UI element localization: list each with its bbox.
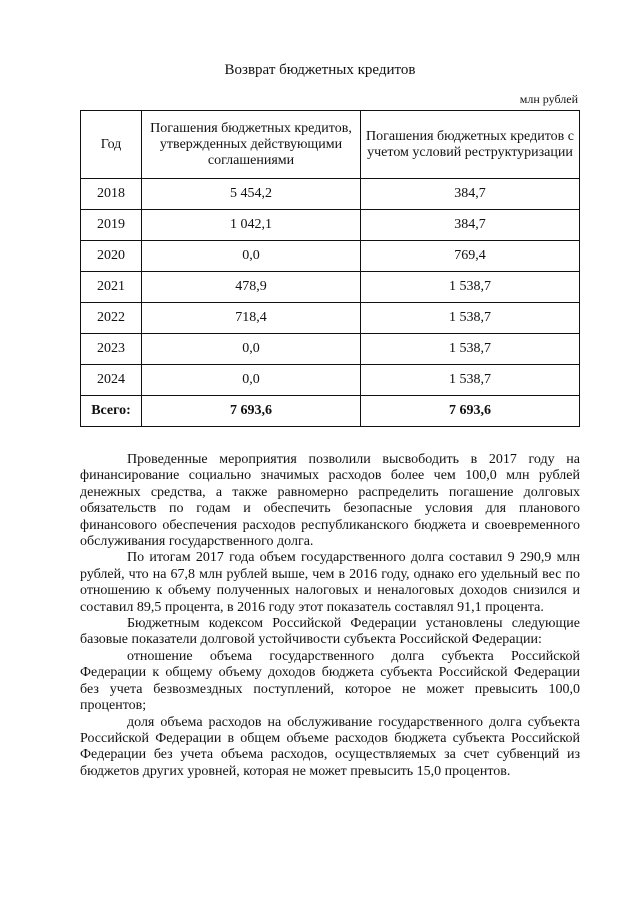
table-row <box>81 272 580 303</box>
paragraph-freed-funds: Проведенные мероприятия позволили высвободить в 2017 году на финансирование социально значимых расходов более чем 100,0 млн рублей денежных средства, а также равномерно распределить погашение долговых обязательств по годам и обеспечить безопасные условия для планового финансового обеспечения расходов республиканского бюджета и своевременного обслуживания государственного долга. <box>80 452 580 550</box>
cell-agreed: 478,9 <box>142 272 361 303</box>
total-restructured: 7 693,6 <box>361 396 580 427</box>
cell-agreed: 0,0 <box>142 334 361 365</box>
cell-agreed: 5 454,2 <box>142 179 361 210</box>
cell-restructured: 384,7 <box>361 179 580 210</box>
cell-year: 2023 <box>81 334 142 365</box>
paragraph-service-share: доля объема расходов на обслуживание государственного долга субъекта Российской Федерации в общем объеме расходов бюджета субъекта Российской Федерации без учета объема расходов, осуществляемых за счет субвенций из бюджетов других уровней, которая не может превысить 15,0 процентов. <box>80 714 580 779</box>
table-row <box>81 210 580 241</box>
cell-agreed: 1 042,1 <box>142 210 361 241</box>
table-row <box>81 179 580 210</box>
cell-restructured: 1 538,7 <box>361 303 580 334</box>
total-label: Всего: <box>81 396 142 427</box>
cell-agreed: 0,0 <box>142 241 361 272</box>
cell-agreed: 0,0 <box>142 365 361 396</box>
header-year: Год <box>81 111 142 179</box>
paragraph-debt-2017: По итогам 2017 года объем государственного долга составил 9 290,9 млн рублей, что на 67,8 млн рублей выше, чем в 2016 году, однако его удельный вес по отношению к объему полученных налоговых и неналоговых доходов снизился и составил 89,5 процента, в 2016 году этот показатель составлял 91,1 процента. <box>80 550 580 615</box>
cell-year: 2022 <box>81 303 142 334</box>
paragraph-budget-code: Бюджетным кодексом Российской Федерации установлены следующие базовые показатели долговой устойчивости субъекта Российской Федерации: <box>80 616 580 648</box>
body-text <box>80 452 580 780</box>
table-row <box>81 334 580 365</box>
table-row <box>81 241 580 272</box>
cell-year: 2021 <box>81 272 142 303</box>
cell-year: 2024 <box>81 365 142 396</box>
cell-year: 2019 <box>81 210 142 241</box>
cell-year: 2018 <box>81 179 142 210</box>
cell-agreed: 718,4 <box>142 303 361 334</box>
credits-table <box>80 110 580 427</box>
cell-restructured: 384,7 <box>361 210 580 241</box>
table-total-row <box>81 396 580 427</box>
table-row <box>81 303 580 334</box>
total-agreed: 7 693,6 <box>142 396 361 427</box>
cell-restructured: 1 538,7 <box>361 272 580 303</box>
header-agreed: Погашения бюджетных кредитов, утвержденных действующими соглашениями <box>142 111 361 179</box>
paragraph-debt-ratio: отношение объема государственного долга субъекта Российской Федерации к общему объему доходов бюджета субъекта Российской Федерации без учета безвозмездных поступлений, которое не может превысить 100,0 процентов; <box>80 648 580 714</box>
unit-label: млн рублей <box>519 92 578 106</box>
cell-restructured: 1 538,7 <box>361 334 580 365</box>
cell-year: 2020 <box>81 241 142 272</box>
cell-restructured: 769,4 <box>361 241 580 272</box>
table-header-row <box>81 111 580 179</box>
header-restructured: Погашения бюджетных кредитов с учетом условий реструктуризации <box>361 111 580 179</box>
cell-restructured: 1 538,7 <box>361 365 580 396</box>
document-title: Возврат бюджетных кредитов <box>224 62 416 78</box>
table-row <box>81 365 580 396</box>
